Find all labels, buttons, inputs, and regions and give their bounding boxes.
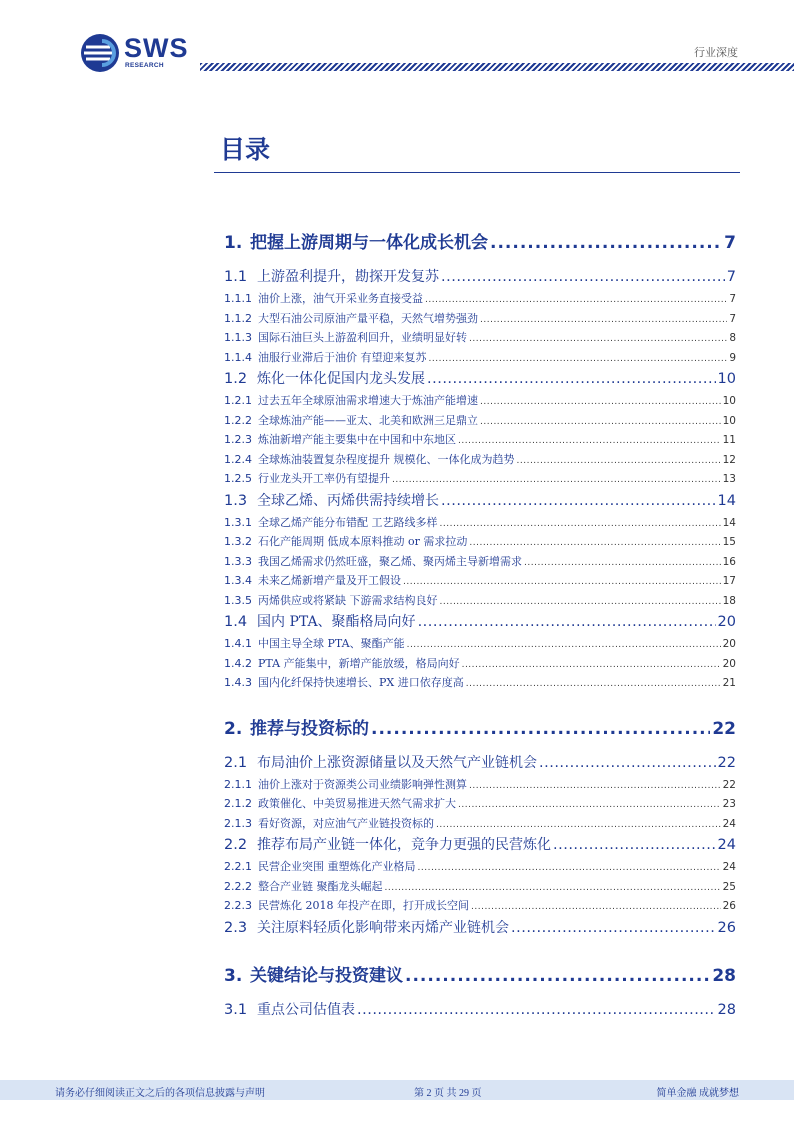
toc-page-number: 25 [722,880,736,893]
toc-page-number: 7 [729,312,736,325]
toc-dot-leader [441,493,716,509]
toc-dot-leader [539,755,716,771]
toc-entry-number: 2.2.1 [224,860,252,873]
toc-dot-leader [392,475,721,485]
toc-subsection[interactable] [224,470,736,486]
toc-entry-title: 重点公司估值表 [257,1001,355,1018]
toc-page-number: 24 [722,817,736,830]
toc-entry-title: 国际石油巨头上游盈利回升，业绩明显好转 [258,331,467,344]
toc-page-number: 10 [717,371,736,387]
toc-entry-number: 2.2.2 [224,879,252,893]
footer-slogan: 简单金融 成就梦想 [656,1088,739,1099]
toc-subsection[interactable] [224,349,736,365]
toc-entry-title: 全球炼油产能——亚太、北美和欧洲三足鼎立 [258,413,478,427]
logo-text: SWS [124,33,189,63]
toc-subsection[interactable] [224,329,736,345]
toc-subsection[interactable] [224,878,736,894]
toc-page-number: 24 [717,837,736,853]
toc-entry-title: 国内化纤保持快速增长、PX 进口依存度高 [258,676,464,689]
toc-dot-leader [511,920,716,936]
toc-entry-number: 1.1.2 [224,311,252,325]
toc-entry-title: 炼化一体化促国内龙头发展 [257,371,425,387]
toc-page-number: 20 [722,657,736,670]
toc-subsection[interactable] [224,858,736,874]
toc-page-number: 22 [717,754,736,771]
toc-section[interactable] [224,611,736,631]
toc-entry-number: 1.2 [224,371,248,387]
toc-page-number: 20 [717,614,736,630]
toc-entry-number: 2.1.3 [224,816,252,830]
toc-entry-number: 3.1 [224,1001,248,1018]
toc-section[interactable] [224,917,736,937]
toc-entry-number: 2.3 [224,919,248,936]
toc-page-number: 23 [722,798,736,810]
toc-entry-title: 关键结论与投资建议 [250,965,403,986]
header-rule [200,63,794,71]
logo-subtext: RESEARCH [125,62,164,69]
toc-page-number: 7 [724,233,736,253]
toc-dot-leader [427,371,716,387]
toc-section[interactable] [224,490,736,510]
toc-page-number: 26 [717,919,736,936]
toc-subsection[interactable] [224,674,736,690]
toc-page-number: 17 [722,575,736,587]
toc-dot-leader [490,233,722,253]
toc-page-number: 7 [729,293,736,305]
toc-subsection[interactable] [224,412,736,428]
toc-entry-number: 1.3.5 [224,593,252,607]
toc-page-number: 13 [722,473,736,485]
toc-subsection[interactable] [224,592,736,608]
toc-entry-number: 1.1.1 [224,292,252,305]
toc-page-number: 8 [729,332,736,344]
toc-entry-number: 1.1.4 [224,350,252,364]
toc-dot-leader [385,883,721,893]
toc-entry-title: 上游盈利提升，勘探开发复苏 [257,269,439,285]
toc-entry-number: 2. [224,718,243,739]
toc-entry-title: 油价上涨对于资源类公司业绩影响弹性测算 [258,777,467,791]
toc-entry-title: 政策催化、中美贸易推进天然气需求扩大 [258,797,456,810]
toc-entry-title: 中国主导全球 PTA、聚酯产能 [258,637,405,650]
toc-dot-leader [524,558,721,568]
toc-entry-number: 1.4 [224,614,248,630]
toc-page-number: 28 [717,1001,736,1018]
toc-entry-number: 1.4.1 [224,637,252,650]
toc-subsection[interactable] [224,514,736,530]
toc-dot-leader [440,597,721,607]
toc-entry-number: 1.3 [224,492,248,509]
toc-page-number: 10 [722,395,736,407]
toc-dot-leader [553,837,716,853]
toc-page-number: 7 [726,269,736,285]
toc-dot-leader [441,269,725,285]
toc-page-number: 9 [729,351,736,364]
toc-entry-title: 我国乙烯需求仍然旺盛，聚乙烯、聚丙烯主导新增需求 [258,554,522,568]
toc-entry-title: 民营炼化 2018 年投产在即，打开成长空间 [258,899,469,912]
toc-entry-title: 看好资源，对应油气产业链投资标的 [258,816,434,830]
toc-section[interactable] [224,266,736,286]
logo-emblem-icon [80,33,120,73]
toc-page-number: 16 [722,555,736,568]
toc-subsection[interactable] [224,572,736,588]
toc-dot-leader [407,640,721,650]
toc-dot-leader [436,820,721,830]
toc-entry-number: 1.1 [224,269,248,285]
toc-subsection[interactable] [224,553,736,569]
toc-page-number: 21 [722,677,736,689]
toc-entry-number: 1.3.1 [224,515,252,529]
toc-subsection[interactable] [224,310,736,326]
toc-subsection[interactable] [224,392,736,408]
toc-dot-leader [357,1002,716,1018]
toc-dot-leader [480,397,721,407]
toc-subsection[interactable] [224,815,736,831]
toc-dot-leader [469,334,727,344]
toc-entry-number: 1.4.2 [224,656,252,670]
toc-subsection[interactable] [224,635,736,651]
toc-entry-title: 丙烯供应或将紧缺 下游需求结构良好 [258,593,438,607]
toc-section[interactable] [224,368,736,388]
toc-entry-title: 推荐布局产业链一体化，竞争力更强的民营炼化 [257,837,551,853]
toc-subsection[interactable] [224,776,736,792]
toc-subsection[interactable] [224,897,736,913]
footer-disclaimer: 请务必仔细阅读正文之后的各项信息披露与声明 [55,1088,265,1099]
toc-entry-number: 2.1.1 [224,777,252,791]
toc-entry-number: 1.2.2 [224,413,252,427]
footer-page-info: 第 2 页 共 29 页 [414,1088,482,1099]
toc-page-number: 12 [722,453,736,466]
toc-entry-title: PTA 产能集中，新增产能放缓，格局向好 [258,656,460,670]
toc-dot-leader [425,295,727,305]
toc-entry-number: 1.3.3 [224,554,252,568]
toc-entry-title: 关注原料轻质化影响带来丙烯产业链机会 [257,919,509,936]
toc-section[interactable] [224,999,736,1019]
toc-page-number: 22 [712,718,736,739]
toc-page-number: 22 [722,778,736,791]
toc-section[interactable] [224,752,736,772]
toc-entry-title: 石化产能周期 低成本原料推动 or 需求拉动 [258,535,468,548]
toc-page-number: 28 [712,965,736,986]
toc-dot-leader [418,614,716,630]
toc-entry-title: 民营企业突围 重塑炼化产业格局 [258,860,416,873]
toc-entry-number: 2.1.2 [224,797,252,810]
toc-dot-leader [469,538,720,548]
toc-entry-number: 1.4.3 [224,676,252,689]
toc-entry-title: 国内 PTA、聚酯格局向好 [257,614,416,630]
toc-entry-title: 炼油新增产能主要集中在中国和中东地区 [258,433,456,446]
toc-page-number: 26 [722,900,736,912]
toc-entry-title: 布局油价上涨资源储量以及天然气产业链机会 [257,754,537,771]
toc-entry-number: 1.2.4 [224,452,252,466]
toc-entry-title: 油价上涨，油气开采业务直接受益 [258,292,423,305]
toc-entry-title: 未来乙烯新增产量及开工假设 [258,574,401,587]
toc-page-number: 10 [722,414,736,427]
toc-subsection[interactable] [224,533,736,549]
toc-page-number: 24 [722,861,736,873]
toc-entry-title: 把握上游周期与一体化成长机会 [250,233,488,253]
toc-dot-leader [403,577,721,587]
toc-subsection[interactable] [224,431,736,447]
toc-dot-leader [458,436,721,446]
toc-entry-title: 整合产业链 聚酯龙头崛起 [258,879,383,893]
toc-entry-title: 油服行业滞后于油价 有望迎来复苏 [258,350,427,364]
toc-entry-title: 推荐与投资标的 [250,718,369,739]
report-category: 行业深度 [694,46,738,59]
toc-entry-number: 2.2 [224,837,248,853]
toc-page-number: 11 [722,434,736,446]
toc-page-number: 14 [722,516,736,529]
toc-entry-title: 全球乙烯、丙烯供需持续增长 [257,492,439,509]
toc-dot-leader [466,679,721,689]
toc-chapter[interactable] [224,961,736,986]
toc-dot-leader [418,863,721,873]
toc-entry-number: 2.2.3 [224,899,252,912]
toc-dot-leader [429,354,728,364]
toc-subsection[interactable] [224,290,736,306]
toc-dot-leader [480,417,721,427]
toc-subsection[interactable] [224,451,736,467]
toc-entry-title: 过去五年全球原油需求增速大于炼油产能增速 [258,394,478,407]
toc-entry-title: 全球炼油装置复杂程度提升 规模化、一体化成为趋势 [258,452,515,466]
toc-entry-number: 1.2.5 [224,472,252,485]
toc-section[interactable] [224,834,736,854]
toc-dot-leader [405,966,710,986]
toc-subsection[interactable] [224,795,736,811]
toc-dot-leader [517,456,721,466]
toc-chapter[interactable] [224,228,736,253]
toc-entry-number: 1.3.4 [224,574,252,587]
toc-dot-leader [440,519,721,529]
toc-entry-number: 1.3.2 [224,535,252,548]
toc-entry-title: 全球乙烯产能分布错配 工艺路线多样 [258,515,438,529]
toc-page-number: 18 [722,594,736,607]
toc-subsection[interactable] [224,655,736,671]
toc-entry-number: 3. [224,965,243,986]
toc-page-number: 20 [722,638,736,650]
toc-dot-leader [471,902,721,912]
toc-dot-leader [458,800,721,810]
page-title: 目录 [220,135,271,164]
toc-chapter[interactable] [224,714,736,739]
toc-dot-leader [371,719,710,739]
toc-entry-number: 2.1 [224,754,248,771]
toc-dot-leader [480,315,727,325]
toc-entry-title: 行业龙头开工率仍有望提升 [258,472,390,485]
toc-dot-leader [462,660,721,670]
toc-entry-number: 1.1.3 [224,331,252,344]
toc-entry-number: 1.2.3 [224,433,252,446]
toc-page-number: 15 [722,536,736,548]
toc-dot-leader [469,781,721,791]
toc-page-number: 14 [717,492,736,509]
title-divider [214,172,740,173]
toc-entry-number: 1. [224,233,243,253]
company-logo [80,33,205,73]
toc-entry-title: 大型石油公司原油产量平稳，天然气增势强劲 [258,311,478,325]
toc-entry-number: 1.2.1 [224,394,252,407]
